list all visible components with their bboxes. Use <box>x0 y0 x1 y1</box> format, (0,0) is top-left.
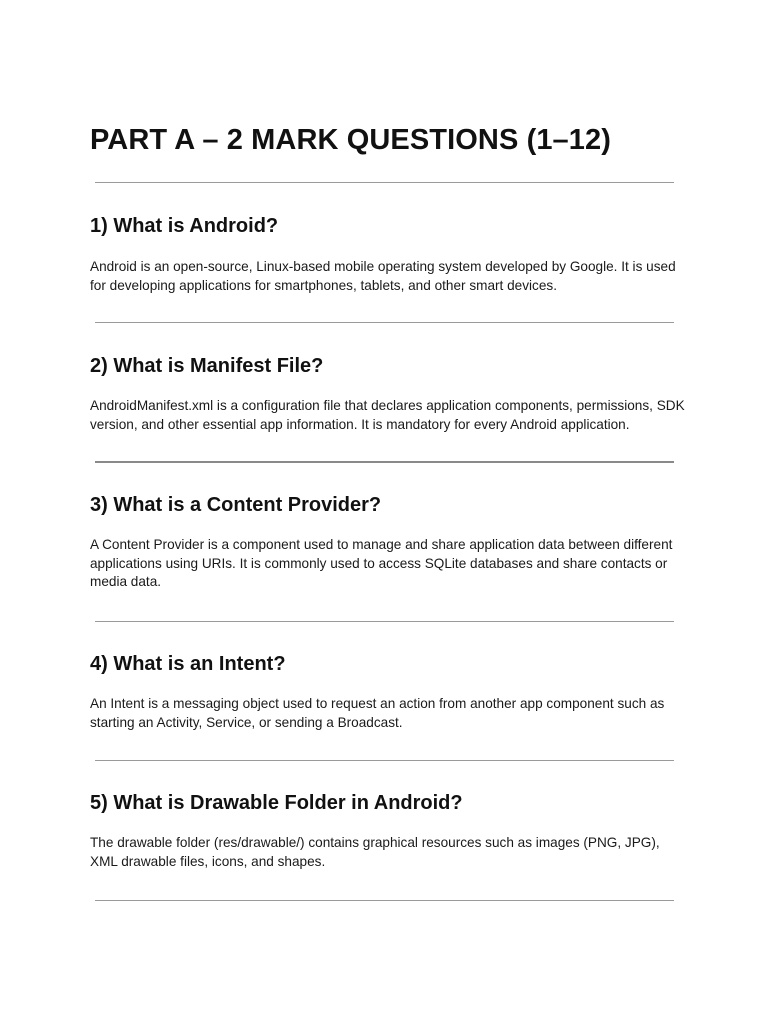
section-divider <box>95 621 674 622</box>
question-3-answer: A Content Provider is a component used to manage and share application data between different applications using URIs. It is commonly used to access SQLite databases and share contacts or media data. <box>90 537 673 590</box>
question-2-answer: AndroidManifest.xml is a configuration file that declares application components, permissions, SDK version, and other essential app information. It is mandatory for every Android application. <box>90 398 685 432</box>
section-divider <box>95 182 674 183</box>
section-divider <box>95 900 674 901</box>
question-1-answer: Android is an open-source, Linux-based mobile operating system developed by Google. It is used for developing applications for smartphones, tablets, and other smart devices. <box>90 259 676 293</box>
question-3-heading: 3) What is a Content Provider? <box>90 494 382 516</box>
question-4-heading: 4) What is an Intent? <box>90 653 286 675</box>
question-4-answer: An Intent is a messaging object used to request an action from another app component such as starting an Activity, Service, or sending a Broadcast. <box>90 696 665 730</box>
page-title: PART A – 2 MARK QUESTIONS (1–12) <box>90 124 611 156</box>
question-5-answer: The drawable folder (res/drawable/) contains graphical resources such as images (PNG, JPG), XML drawable files, icons, and shapes. <box>90 835 660 869</box>
section-divider <box>95 760 674 761</box>
section-divider <box>95 461 674 463</box>
question-2-heading: 2) What is Manifest File? <box>90 355 324 377</box>
question-1-heading: 1) What is Android? <box>90 215 279 237</box>
section-divider <box>95 322 674 323</box>
question-5-heading: 5) What is Drawable Folder in Android? <box>90 792 463 814</box>
